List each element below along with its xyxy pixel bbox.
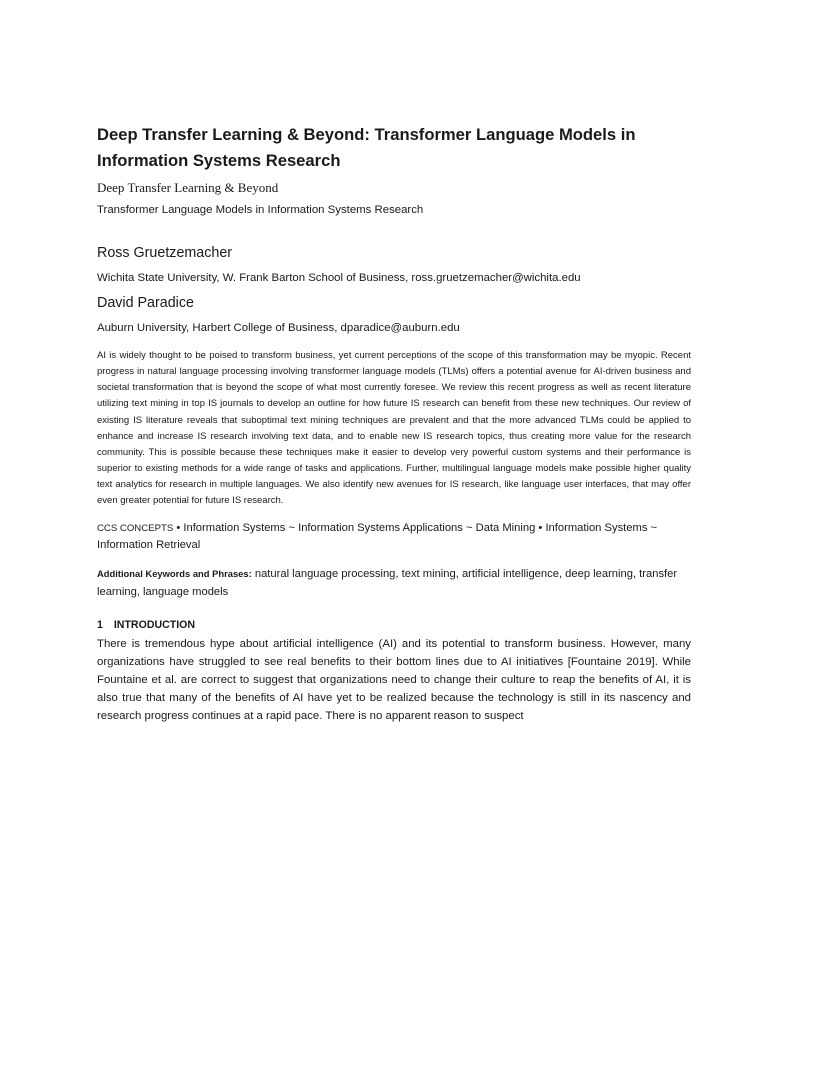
author-name-2: David Paradice <box>97 295 194 311</box>
keywords-label: Additional Keywords and Phrases: <box>97 567 252 579</box>
paper-page <box>97 122 691 736</box>
introduction-paragraph: There is tremendous hype about artificial intelligence (AI) and its potential to transform business. However, many organizations have struggled to see real benefits to their bottom lines due to AI initiatives [Fountaine 2019]. While Fountaine et al. are correct to suggest that organizations need to change their culture to reap the benefits of AI, it is also true that many of the benefits of AI have yet to be realized because the technology is still in its nascency and research progress continues at a rapid pace. There is no apparent reason to suspect <box>97 637 691 722</box>
author-affiliation-2: Auburn University, Harbert College of Business, dparadice@auburn.edu <box>97 322 460 334</box>
paper-title: Deep Transfer Learning & Beyond: Transformer Language Models in Information Systems Research <box>97 125 636 170</box>
section-title: INTRODUCTION <box>113 618 196 631</box>
ccs-concepts <box>97 520 691 554</box>
keywords-text: natural language processing, text mining, artificial intelligence, deep learning, transfer learning, language models <box>97 567 678 598</box>
subtitle: Transformer Language Models in Information Systems Research <box>97 204 424 216</box>
ccs-label: CCS CONCEPTS <box>97 522 174 534</box>
abstract: AI is widely thought to be poised to transform business, yet current perceptions of the scope of this transformation may be myopic. Recent progress in natural language processing involving transformer language models (TLMs) offers a potential avenue for AI-driven business and societal transformation that is beyond the scope of what most currently foresee. We review this recent progress as well as recent literature utilizing text mining in top IS journals to develop an outline for how future IS research can benefit from these new techniques. Our review of existing IS literature reveals that suboptimal text mining techniques are prevalent and that the more advanced TLMs could be applied to enhance and increase IS research involving text data, and to enable new IS research topics, thus creating more value for the research community. This is possible because these techniques make it easier to develop very powerful custom systems and their performance is superior to existing methods for a wide range of tasks and applications. Further, multilingual language models make possible higher quality text analytics for research in multiple languages. We also identify new avenues for IS research, like language user interfaces, that may offer even greater potential for future IS research. <box>97 350 691 507</box>
ccs-text: • Information Systems ~ Information Systems Applications ~ Data Mining • Information Systems ~ Information Retrieval <box>97 521 658 551</box>
keywords <box>97 565 691 601</box>
section-heading <box>97 617 691 633</box>
author-name-1: Ross Gruetzemacher <box>97 245 233 261</box>
short-title: Deep Transfer Learning & Beyond <box>97 180 279 195</box>
section-number: 1 <box>97 618 103 631</box>
author-affiliation-1: Wichita State University, W. Frank Barton School of Business, ross.gruetzemacher@wichita.edu <box>97 272 581 284</box>
